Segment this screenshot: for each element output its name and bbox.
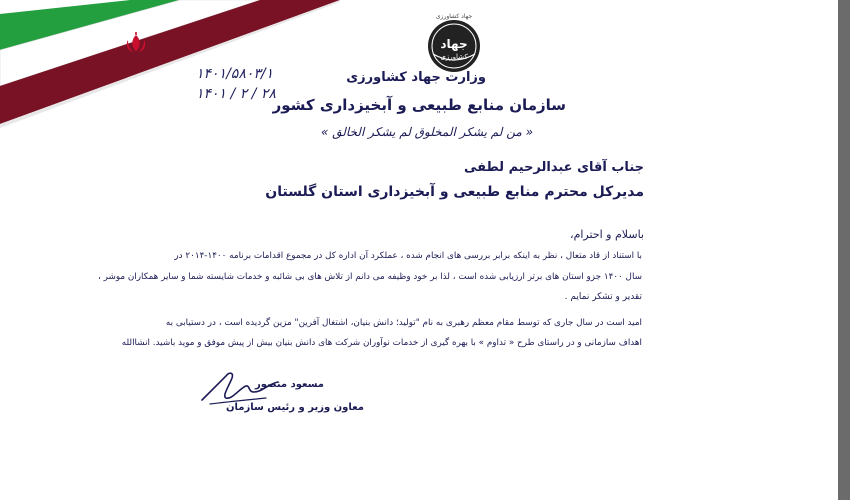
- body-p1-line3: تقدیر و تشکر نمایم .: [564, 292, 642, 302]
- page-edge: [838, 0, 850, 500]
- ministry-logo: [417, 8, 491, 74]
- recipient-name: جناب آقای عبدالرحیم لطفی: [463, 160, 644, 175]
- letter-number: ۱۴۰۱/۵۸۰۳/۱: [196, 66, 274, 82]
- letter-date: ۱۴۰۱ / ۲ / ۲۸: [196, 86, 276, 102]
- ministry-name: وزارت جهاد کشاورزی: [346, 70, 486, 85]
- motto: « من لم یشکر المخلوق لم یشکر الخالق »: [321, 125, 533, 139]
- greeting: باسلام و احترام،: [570, 228, 644, 241]
- body-p1-line1: با استناد از قاد متعال ، نظر به اینکه برابر بررسی های انجام شده ، عملکرد آن اداره کل در مجموع اقدامات برنامه ۱۴۰۰-۲۰۱۴ در: [174, 251, 642, 261]
- organization-name: سازمان منابع طبیعی و آبخیزداری کشور: [272, 96, 566, 114]
- body-p2-line2: اهداف سازمانی و در راستای طرح « تداوم » با بهره گیری از خدمات نوآوران شرکت های دانش بنیان بیش از پیش موفق و موید باشید. انشاالله: [121, 338, 642, 348]
- recipient-title: مدیرکل محترم منابع طبیعی و آبخیزداری استان گلستان: [265, 184, 644, 200]
- logo-sub-text: کشاورزی: [440, 53, 468, 61]
- logo-main-text: جهاد: [440, 37, 468, 51]
- body-p1-line2: سال ۱۴۰۰ جزو استان های برتر ارزیابی شده است ، لذا بر خود وظیفه می دانم از تلاش های بی شائبه و خدمات شایسته شما و سایر همکاران موشر ،: [97, 272, 642, 282]
- body-p2-line1: امید است در سال جاری که توسط مقام معظم رهبری به نام "تولید؛ دانش بنیان، اشتغال آفرین" مزین گردیده است ، در دستیابی به: [165, 318, 642, 328]
- signer-name: مسعود منصور: [254, 379, 324, 390]
- signer-title: معاون وزیر و رئیس سازمان: [226, 402, 364, 413]
- logo-small-text: جهاد کشاورزی: [435, 13, 473, 20]
